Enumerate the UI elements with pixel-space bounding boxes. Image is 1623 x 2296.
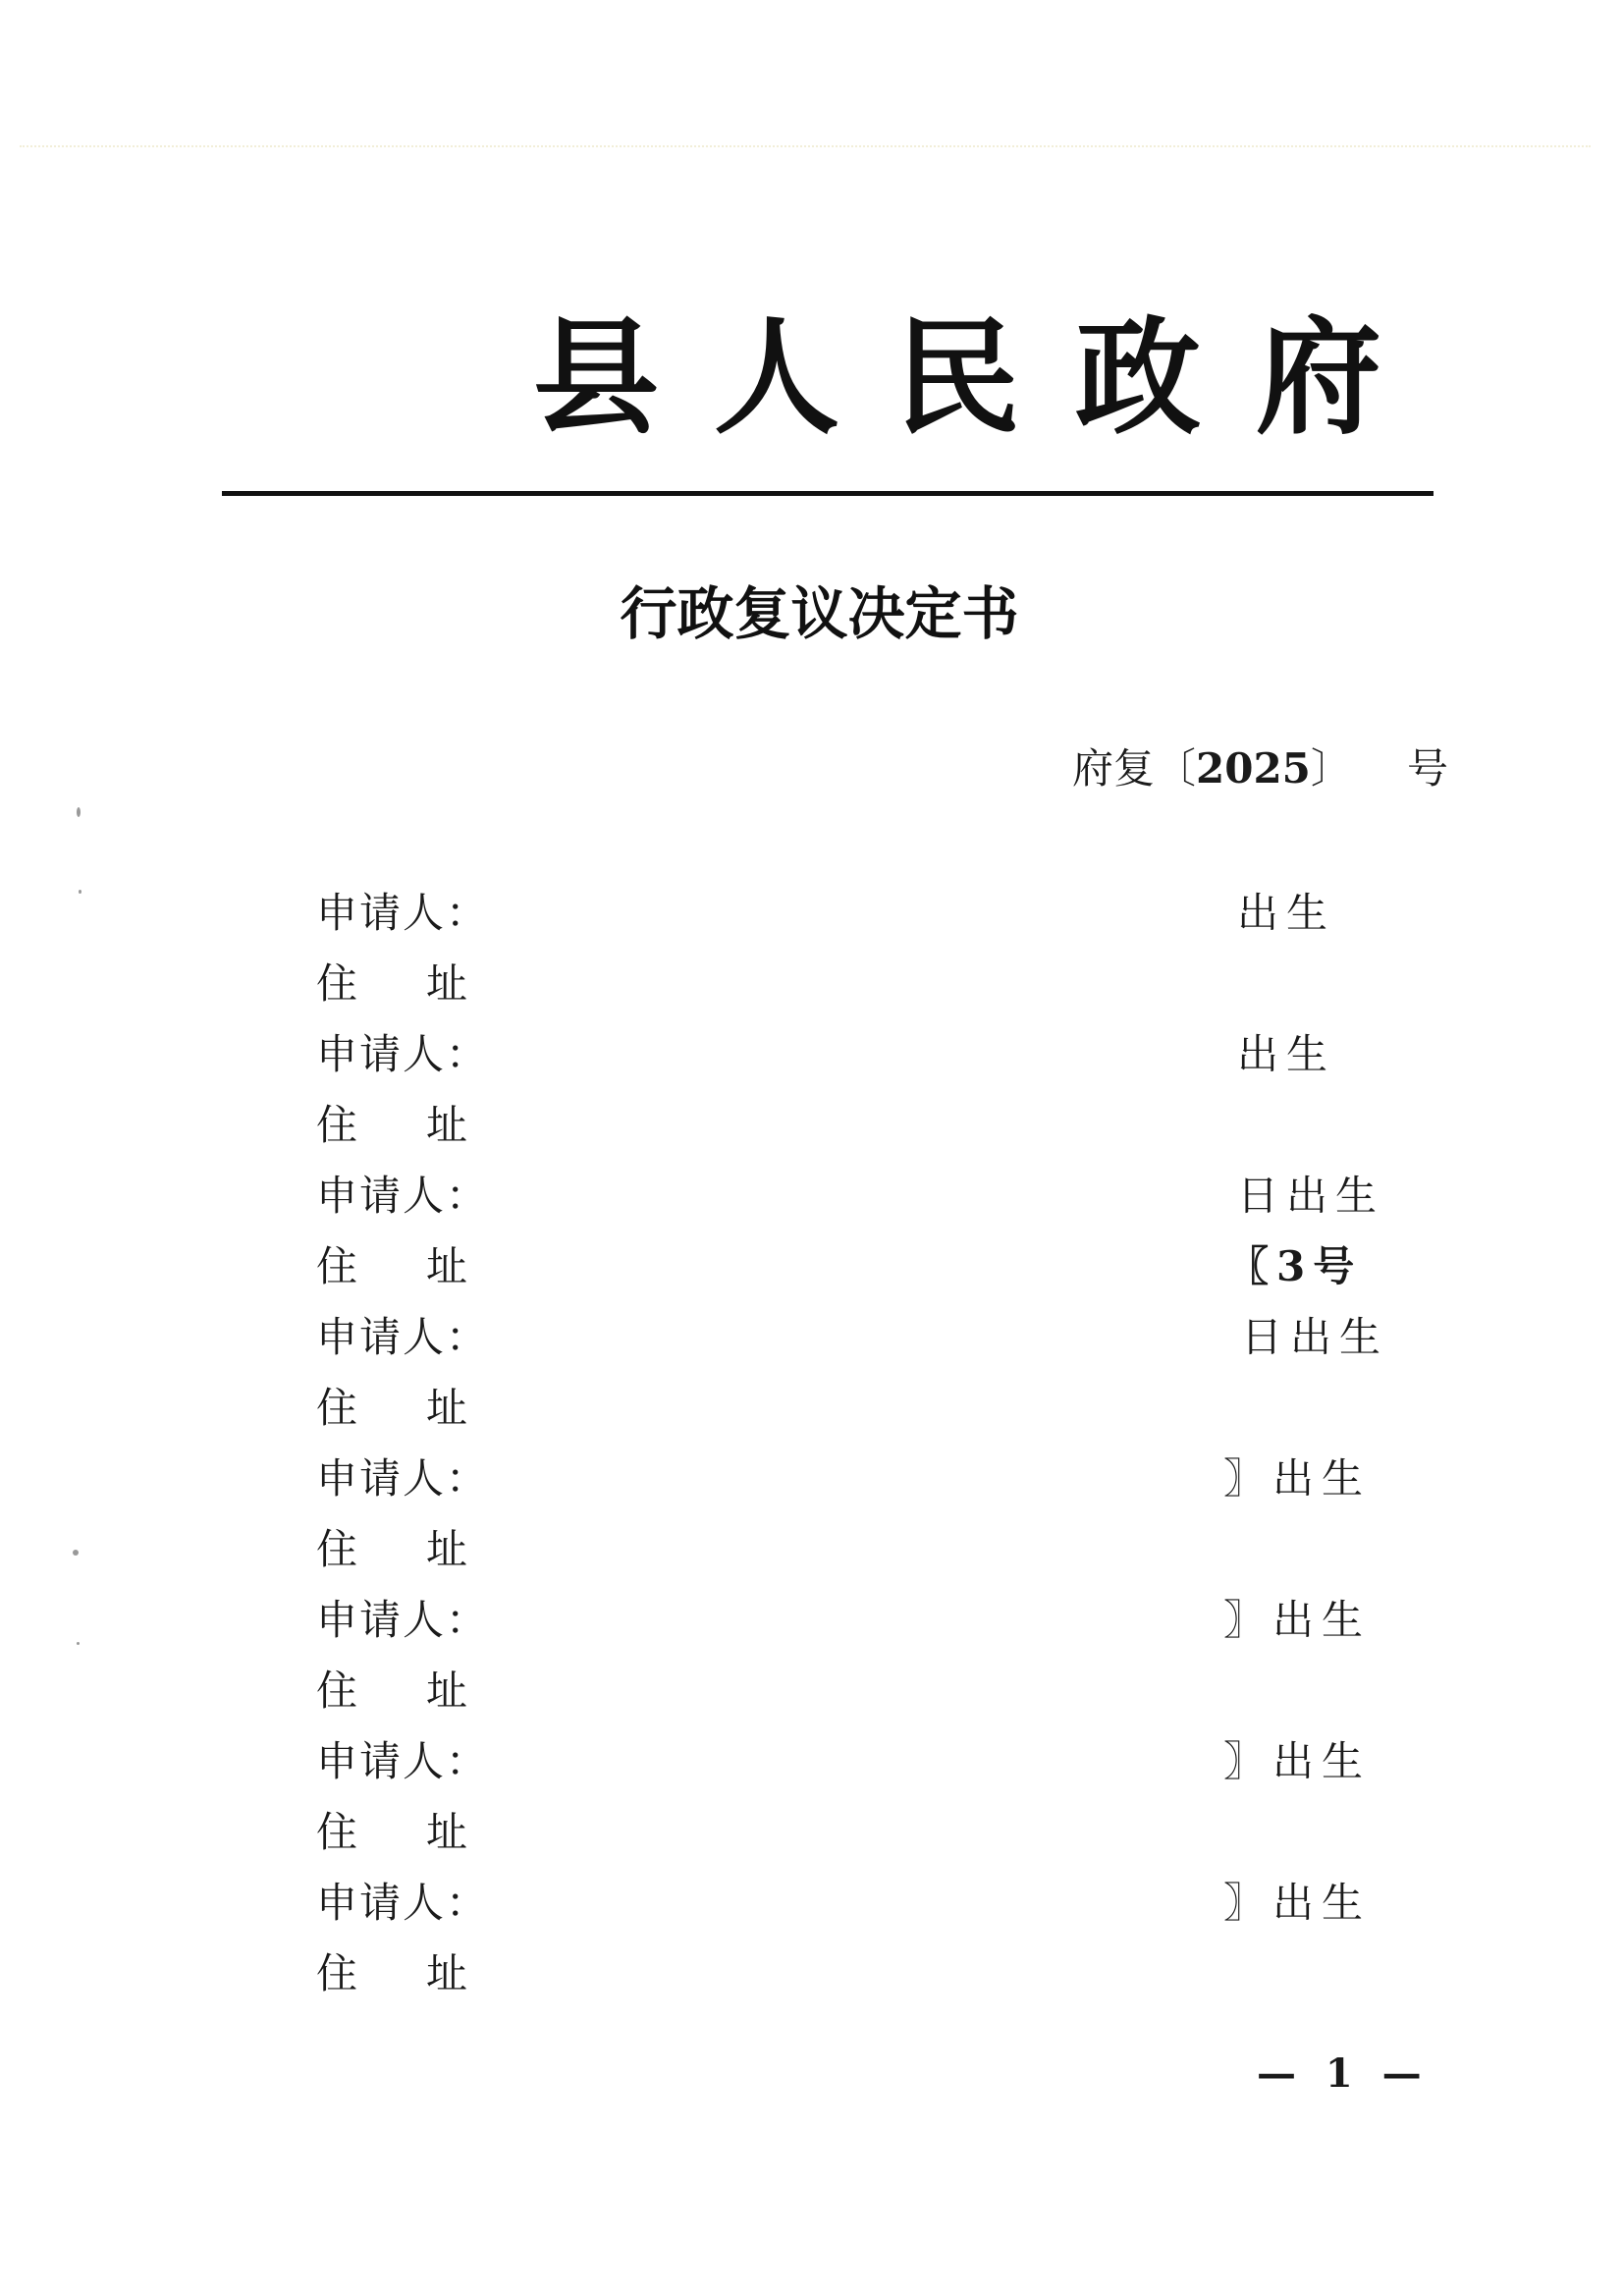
party-line (316, 1726, 1396, 1797)
party-line (316, 1302, 1396, 1373)
address-label: 住址 (316, 1101, 537, 1149)
party-line (316, 1161, 1396, 1231)
document-title: 行政复议决定书 (620, 580, 1019, 647)
party-line (316, 1090, 1396, 1161)
document-number (1072, 735, 1448, 803)
document-number-prefix: 府复〔 (1072, 744, 1197, 793)
party-line (316, 1231, 1396, 1302)
address-text: 〖3号 (1227, 1242, 1363, 1290)
birth-text: 〗出生 (1223, 1737, 1372, 1785)
party-line (316, 949, 1396, 1019)
party-line (316, 1019, 1396, 1090)
party-line (316, 1373, 1396, 1444)
address-label: 住址 (316, 959, 537, 1008)
party-line (316, 1939, 1396, 2009)
applicant-label: 申请人： (316, 1737, 490, 1785)
header-rule (222, 491, 1434, 496)
document-number-suffix: 号 (1406, 744, 1448, 793)
applicant-label: 申请人： (316, 1030, 490, 1078)
birth-text: 出生 (1237, 889, 1336, 937)
applicant-label: 申请人： (316, 1172, 490, 1220)
party-line (316, 878, 1396, 949)
party-line (316, 1514, 1396, 1585)
birth-text: 〗出生 (1223, 1879, 1372, 1927)
document-number-year: 2025 (1196, 744, 1311, 793)
applicant-label: 申请人： (316, 1313, 490, 1361)
party-line (316, 1656, 1396, 1726)
page-number: — 1 — (1257, 2050, 1430, 2097)
party-line (316, 1444, 1396, 1514)
parties-list (316, 878, 1396, 2009)
scan-speck (79, 890, 81, 894)
address-label: 住址 (316, 1242, 537, 1290)
applicant-label: 申请人： (316, 1596, 490, 1644)
address-label: 住址 (316, 1384, 537, 1432)
address-label: 住址 (316, 1949, 537, 1997)
scan-speck (77, 1642, 80, 1645)
scan-speck (77, 807, 81, 817)
address-label: 住址 (316, 1525, 537, 1573)
party-line (316, 1585, 1396, 1656)
applicant-label: 申请人： (316, 1879, 490, 1927)
scan-speck (73, 1550, 79, 1556)
birth-text: 出生 (1237, 1030, 1336, 1078)
address-label: 住址 (316, 1808, 537, 1856)
address-label: 住址 (316, 1667, 537, 1715)
issuer-header: 县人民政府 (532, 304, 1436, 452)
document-number-close: 〕 (1310, 744, 1352, 793)
party-line (316, 1797, 1396, 1868)
birth-text: 〗出生 (1223, 1596, 1372, 1644)
scan-artifact-line (20, 145, 1591, 147)
party-line (316, 1868, 1396, 1939)
birth-text: 日出生 (1241, 1313, 1389, 1361)
birth-text: 〗出生 (1223, 1454, 1372, 1503)
birth-text: 日出生 (1237, 1172, 1385, 1220)
applicant-label: 申请人： (316, 889, 490, 937)
applicant-label: 申请人： (316, 1454, 490, 1503)
